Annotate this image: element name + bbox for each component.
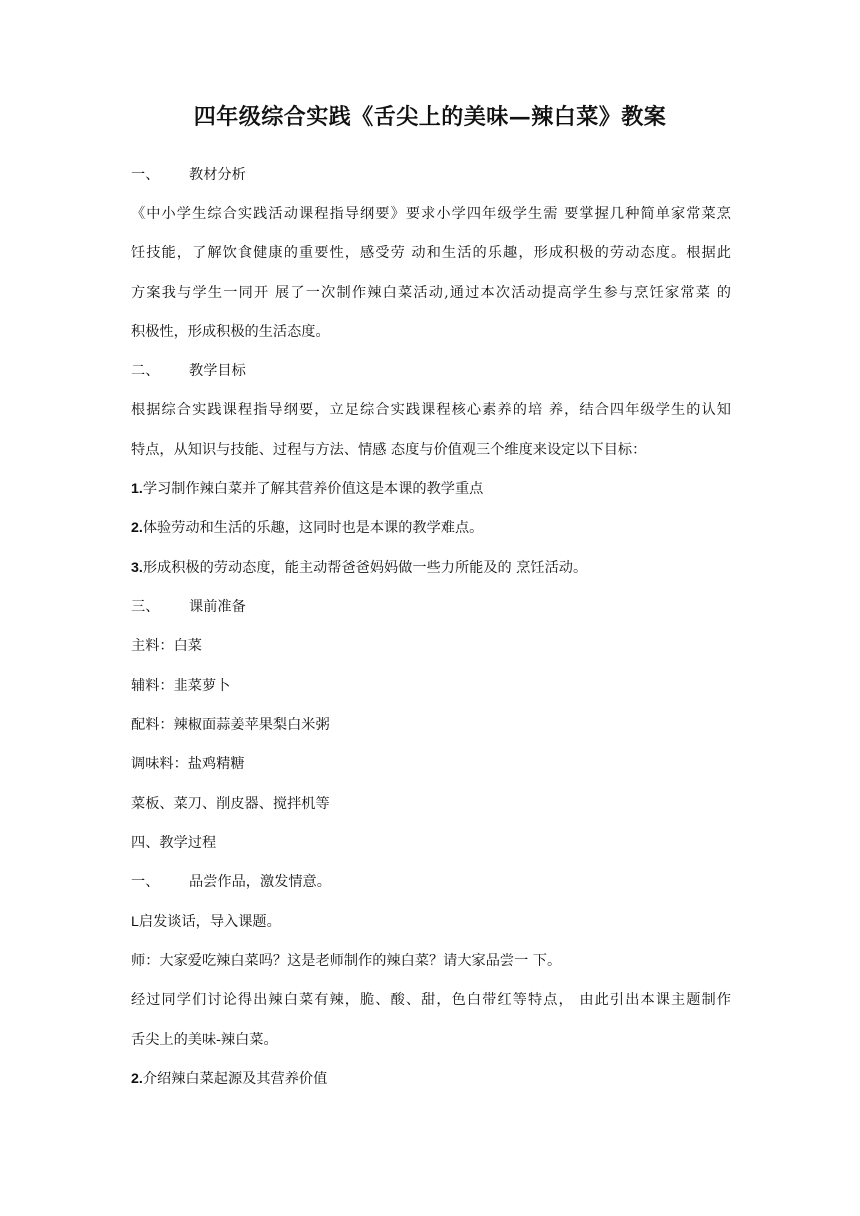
step-item-1 bbox=[131, 912, 731, 932]
paragraph-line: 饪技能，了解饮食健康的重要性，感受劳 动和生活的乐趣，形成积极的劳动态度。根据此 bbox=[131, 245, 731, 261]
material-line: 配料：辣椒面蒜姜苹果梨白米粥 bbox=[131, 717, 330, 733]
material-line: 主料：白菜 bbox=[131, 638, 202, 654]
step-text: 介绍辣白菜起源及其营养价值 bbox=[142, 1071, 328, 1087]
paragraph-line: 《中小学生综合实践活动课程指导纲要》要求小学四年级学生需 要掌握几种简单家常菜烹 bbox=[131, 206, 731, 222]
section-number: 三、 bbox=[131, 599, 160, 615]
paragraph-line: 师：大家爱吃辣白菜吗？这是老师制作的辣白菜？请大家品尝一 下。 bbox=[131, 953, 562, 969]
section-heading-2 bbox=[131, 361, 731, 381]
paragraph-line: 舌尖上的美味-辣白菜。 bbox=[131, 1032, 278, 1048]
goal-text: 形成积极的劳动态度，能主动帮爸爸妈妈做一些力所能及的 烹饪活动。 bbox=[142, 560, 588, 576]
list-number: 2. bbox=[131, 520, 143, 536]
document-title: 四年级综合实践《舌尖上的美味—辣白菜》教案 bbox=[193, 104, 667, 130]
section-number: 一、 bbox=[131, 167, 160, 183]
material-line: 调味料：盐鸡精糖 bbox=[131, 756, 245, 772]
section-heading-3 bbox=[131, 597, 731, 617]
goal-item-1 bbox=[131, 479, 731, 499]
paragraph-line: 根据综合实践课程指导纲要，立足综合实践课程核心素养的培 养，结合四年级学生的认知 bbox=[131, 402, 731, 418]
section-label: 教材分析 bbox=[189, 167, 246, 183]
material-line: 菜板、菜刀、削皮器、搅拌机等 bbox=[131, 796, 330, 812]
paragraph-line: 特点，从知识与技能、过程与方法、情感 态度与价值观三个维度来设定以下目标： bbox=[131, 442, 647, 458]
goal-text: 体验劳动和生活的乐趣，这同时也是本课的教学难点。 bbox=[142, 520, 484, 536]
section-number: 一、 bbox=[131, 874, 160, 890]
subsection-heading bbox=[131, 872, 731, 892]
section-label: 教学目标 bbox=[189, 363, 246, 379]
step-item-2 bbox=[131, 1069, 731, 1089]
goal-item-3 bbox=[131, 558, 731, 578]
list-number: L bbox=[131, 914, 139, 930]
list-number: 2. bbox=[131, 1071, 143, 1087]
goal-text: 学习制作辣白菜并了解其营养价值这是本课的教学重点 bbox=[142, 481, 484, 497]
list-number: 1. bbox=[131, 481, 143, 497]
section-number: 二、 bbox=[131, 363, 160, 379]
paragraph-line: 积极性，形成积极的生活态度。 bbox=[131, 324, 330, 340]
material-line: 辅料：韭菜萝卜 bbox=[131, 678, 231, 694]
goal-item-2 bbox=[131, 518, 731, 538]
step-text: 启发谈话，导入课题。 bbox=[138, 914, 281, 930]
section-label: 课前准备 bbox=[189, 599, 246, 615]
section-heading-1 bbox=[131, 165, 731, 185]
paragraph-line: 经过同学们讨论得出辣白菜有辣，脆、酸、甜，色白带红等特点， 由此引出本课主题制作 bbox=[131, 992, 731, 1008]
section-heading-4: 四、教学过程 bbox=[131, 835, 217, 851]
list-number: 3. bbox=[131, 560, 143, 576]
section-label: 品尝作品，激发情意。 bbox=[189, 874, 331, 890]
paragraph-line: 方案我与学生一同开 展了一次制作辣白菜活动,通过本次活动提高学生参与烹饪家常菜 的 bbox=[131, 285, 731, 301]
